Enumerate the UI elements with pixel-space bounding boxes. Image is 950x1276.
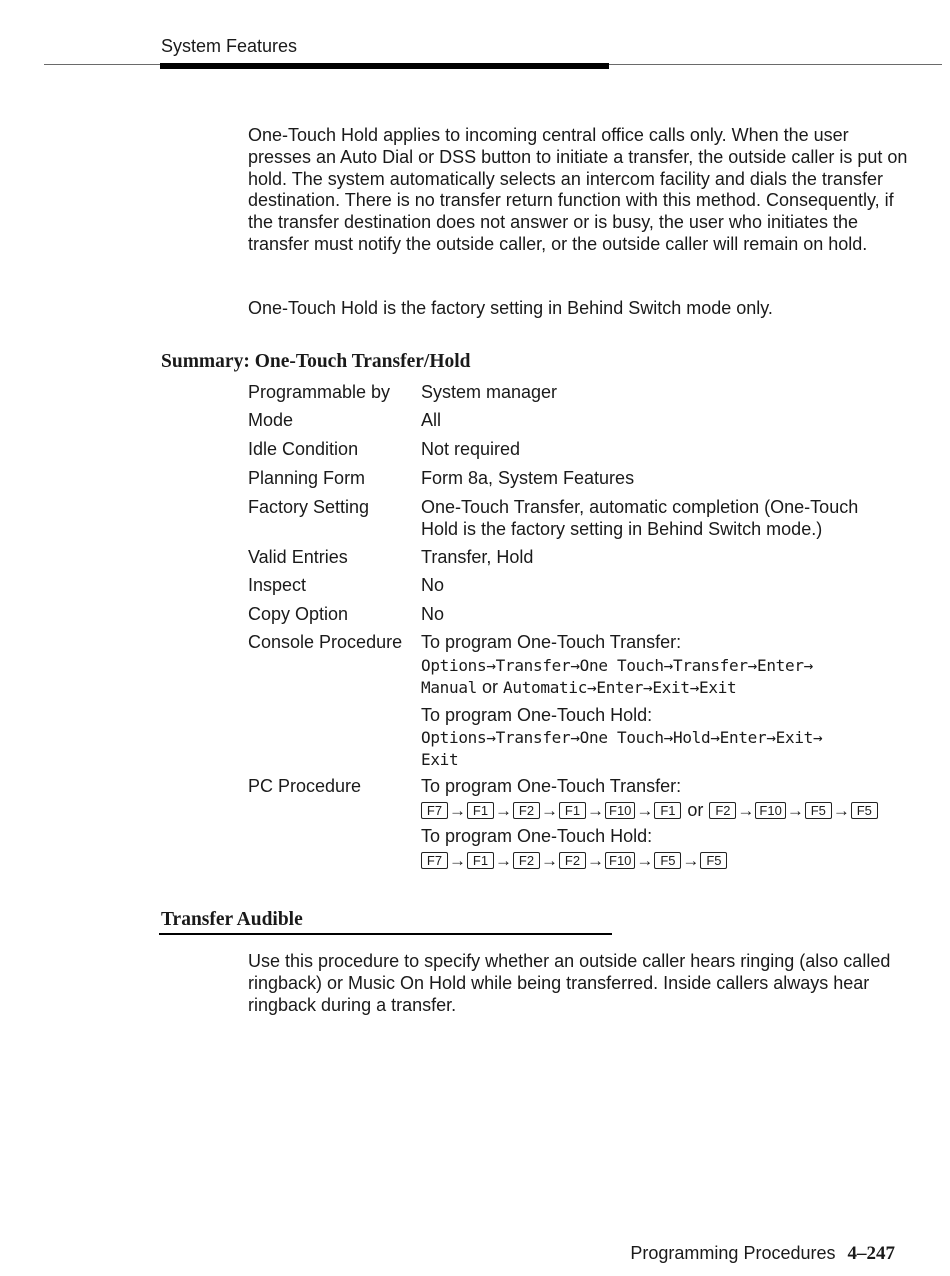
keycap: F2 — [513, 852, 540, 869]
keycap: F2 — [709, 802, 736, 819]
console-transfer-line1: Options→Transfer→One Touch→Transfer→Enter→ — [421, 656, 813, 675]
summary-label: Mode — [248, 410, 294, 430]
keycap: F1 — [467, 802, 494, 819]
console-manual: Manual — [421, 678, 477, 697]
arrow-icon: → — [495, 850, 512, 870]
summary-value: No — [421, 604, 445, 624]
arrow-icon: → — [587, 800, 604, 820]
console-transfer-line2 — [421, 677, 921, 699]
section-rule — [159, 933, 612, 935]
summary-heading: Summary: One-Touch Transfer/Hold — [161, 351, 471, 372]
keycap: F1 — [654, 802, 681, 819]
arrow-icon: → — [449, 800, 466, 820]
summary-label: Planning Form — [248, 468, 366, 488]
console-hold-line1: Options→Transfer→One Touch→Hold→Enter→Exit→ — [421, 728, 823, 747]
arrow-icon: → — [832, 800, 850, 820]
running-header: System Features — [161, 36, 298, 56]
arrow-icon: → — [682, 850, 700, 870]
summary-label: Factory Setting — [248, 497, 370, 517]
summary-label: PC Procedure — [248, 776, 362, 796]
console-or: or — [482, 677, 499, 697]
keycap: F5 — [851, 802, 878, 819]
pc-transfer-keys — [421, 800, 878, 820]
arrow-icon: → — [541, 850, 558, 870]
page-number: 4–247 — [847, 1243, 895, 1264]
footer-section: Programming Procedures — [630, 1243, 836, 1263]
arrow-icon: → — [495, 800, 512, 820]
console-transfer-intro: To program One-Touch Transfer: — [421, 632, 682, 652]
summary-value: All — [421, 410, 442, 430]
summary-value: Transfer, Hold — [421, 547, 534, 567]
summary-value: One-Touch Transfer, automatic completion (One-Touch Hold is the factory setting in Behind Switch mode.) — [421, 497, 859, 539]
transfer-audible-paragraph: Use this procedure to specify whether an outside caller hears ringing (also called ringback) or Music On Hold while being transferred. Inside callers always hear ringback during a transfer. — [248, 951, 891, 1015]
intro-paragraph-1: One-Touch Hold applies to incoming central office calls only. When the user presses an Auto Dial or DSS button to initiate a transfer, the outside caller is put on hold. The system automatically selects an intercom facility and dials the transfer destination. There is no transfer return function with this method. Consequently, if the transfer destination does not answer or is busy, the user who initiates the transfer must notify the outside caller, or the outside caller will remain on hold. — [248, 125, 908, 254]
keycap: F7 — [421, 852, 448, 869]
summary-label: Valid Entries — [248, 547, 348, 567]
arrow-icon: → — [541, 800, 558, 820]
transfer-audible-heading: Transfer Audible — [161, 909, 303, 930]
pc-hold-keys — [421, 850, 727, 870]
keycap: F1 — [559, 802, 586, 819]
keycap: F5 — [700, 852, 727, 869]
keycap: F10 — [605, 802, 635, 819]
pc-transfer-intro: To program One-Touch Transfer: — [421, 776, 682, 796]
header-rule-thick — [160, 63, 609, 69]
pc-hold-intro: To program One-Touch Hold: — [421, 826, 653, 846]
summary-label: Programmable by — [248, 382, 391, 402]
summary-label: Copy Option — [248, 604, 349, 624]
keycap: F5 — [805, 802, 832, 819]
arrow-icon: → — [449, 850, 466, 870]
keycap: F1 — [467, 852, 494, 869]
or-text: or — [687, 799, 704, 820]
arrow-icon: → — [737, 800, 755, 820]
arrow-icon: → — [636, 850, 654, 870]
summary-label: Inspect — [248, 575, 307, 595]
keycap: F2 — [559, 852, 586, 869]
intro-paragraph-2: One-Touch Hold is the factory setting in Behind Switch mode only. — [248, 298, 773, 318]
arrow-icon: → — [786, 800, 804, 820]
keycap: F5 — [654, 852, 681, 869]
console-hold-intro: To program One-Touch Hold: — [421, 705, 653, 725]
arrow-icon: → — [587, 850, 604, 870]
summary-value: Not required — [421, 439, 521, 459]
console-hold-line2: Exit — [421, 750, 459, 769]
summary-label: Idle Condition — [248, 439, 359, 459]
keycap: F10 — [605, 852, 635, 869]
summary-value: System manager — [421, 382, 558, 402]
keycap: F2 — [513, 802, 540, 819]
summary-label: Console Procedure — [248, 632, 403, 652]
arrow-icon: → — [636, 800, 654, 820]
keycap: F10 — [755, 802, 785, 819]
summary-value: Form 8a, System Features — [421, 468, 635, 488]
console-transfer-rest: Automatic→Enter→Exit→Exit — [503, 678, 737, 697]
page-footer — [630, 1243, 895, 1265]
keycap: F7 — [421, 802, 448, 819]
summary-value: No — [421, 575, 445, 595]
